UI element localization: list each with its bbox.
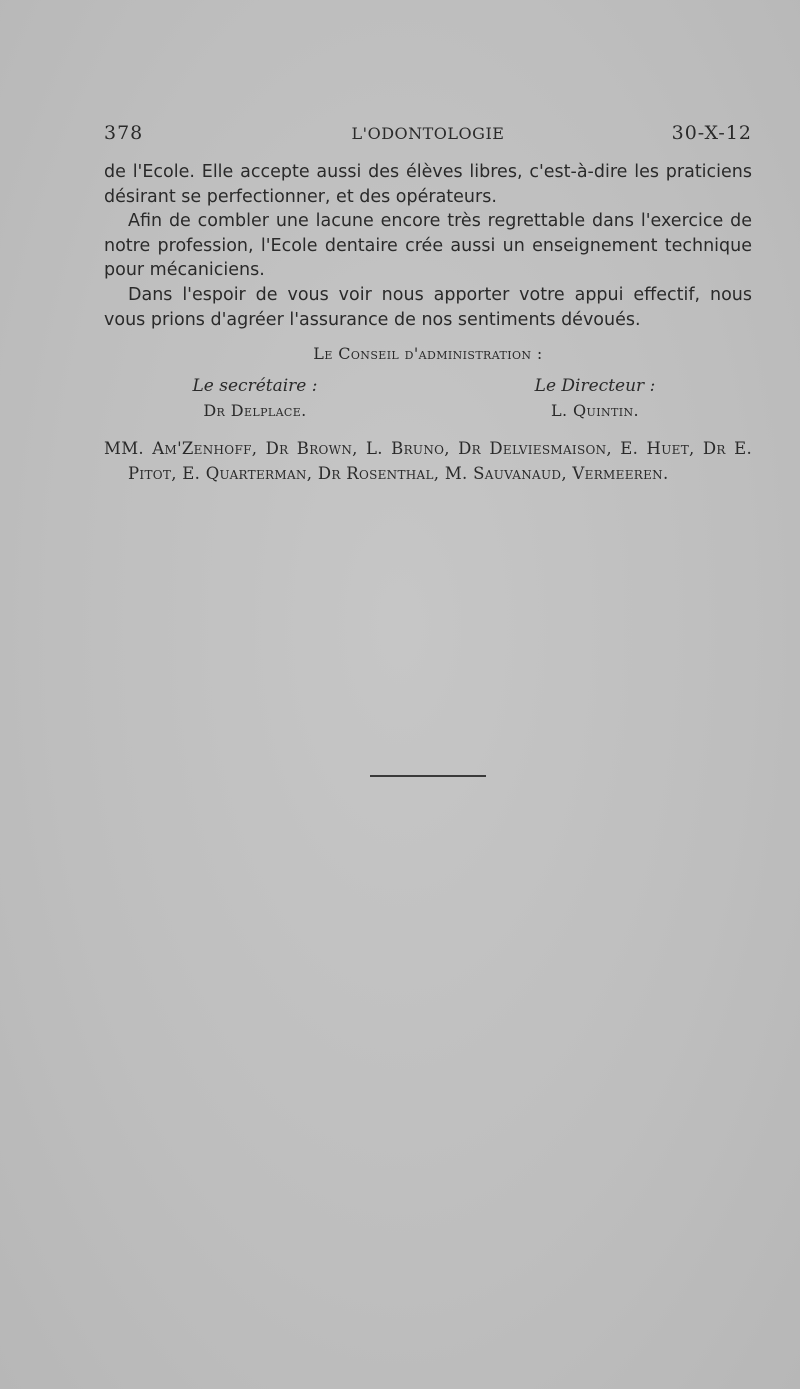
secretary-signature [170, 374, 340, 424]
director-name: L. Quintin. [551, 401, 639, 420]
council-heading: Le Conseil d'administration : [313, 344, 543, 363]
closing-rule [370, 775, 486, 777]
secretary-role: Le secrétaire : [192, 376, 318, 396]
paragraph-technical-teaching: Afin de combler une lacune encore très regrettable dans l'exercice de notre profession, l'Ecole dentaire crée aussi un enseignement technique pour mécaniciens. [104, 211, 752, 281]
director-role: Le Directeur : [534, 376, 656, 396]
members-list [104, 436, 752, 486]
page-number: 378 [104, 122, 144, 144]
paragraph-closing: Dans l'espoir de vous voir nous apporter votre appui effectif, nous vous prions d'agréer l'assurance de nos sentiments dévoués. [104, 284, 752, 330]
running-title: L'ODONTOLOGIE [351, 124, 505, 143]
members-text: MM. Am'Zenhoff, Dr Brown, L. Bruno, Dr Delviesmaison, E. Huet, Dr E. Pitot, E. Quarterman, Dr Rosenthal, M. Sauvanaud, Vermeeren. [104, 439, 752, 483]
director-signature [520, 374, 670, 424]
page-header [104, 122, 752, 148]
body-text [104, 160, 752, 332]
secretary-name: Dr Delplace. [203, 401, 307, 420]
paragraph-continuation: de l'Ecole. Elle accepte aussi des élèves libres, c'est-à-dire les praticiens désirant se perfectionner, et des opérateurs. [104, 162, 752, 207]
issue-date: 30-X-12 [671, 122, 752, 144]
